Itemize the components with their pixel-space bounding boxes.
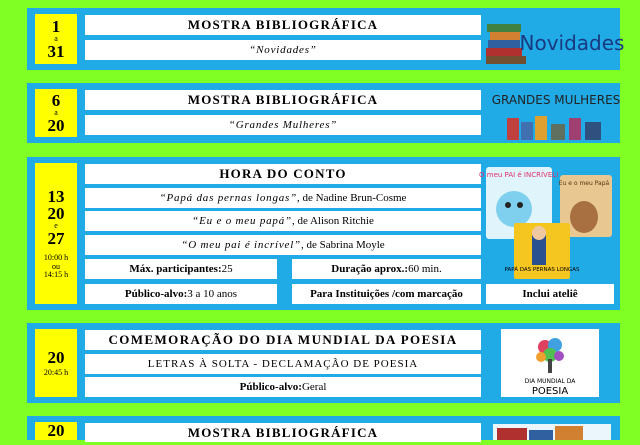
- date-end: 31: [47, 42, 65, 61]
- time-or: ou: [52, 262, 60, 271]
- event-title: HORA DO CONTO: [85, 164, 481, 184]
- books-icon: [493, 420, 611, 440]
- date-day-2: 20: [47, 204, 65, 223]
- event-card-hora-do-conto: [27, 157, 620, 310]
- date-day: 20: [47, 421, 65, 440]
- date-separator: a: [54, 34, 58, 43]
- story-line-2: [85, 211, 481, 231]
- event-card-mostra-bibliografica: [27, 416, 620, 440]
- max-label: Máx. participantes:: [129, 263, 222, 275]
- event-card-dia-mundial-poesia: [27, 323, 620, 403]
- institutions-note: [292, 284, 481, 304]
- audience: [85, 377, 481, 397]
- story-author: , de Nadine Brun-Cosme: [297, 192, 407, 204]
- books-novidades-icon: [484, 14, 625, 66]
- book-covers-icon: [479, 163, 616, 281]
- event-subtitle: “Grandes Mulheres”: [85, 115, 481, 135]
- date-box: [35, 14, 77, 64]
- event-card-novidades: [27, 8, 625, 70]
- cover-2-title: Eu e o meu Papá: [558, 180, 610, 187]
- max-participants: [85, 259, 277, 279]
- date-box: [35, 163, 77, 304]
- event-title: COMEMORAÇÃO DO DIA MUNDIAL DA POESIA: [85, 330, 481, 350]
- event-subtitle: LETRAS À SOLTA - DECLAMAÇÃO DE POESIA: [85, 354, 481, 374]
- date-box: [35, 422, 77, 440]
- workshop-note: [486, 284, 614, 304]
- story-line-3: [85, 235, 481, 255]
- story-book: “O meu pai é incrível”: [181, 239, 301, 251]
- date-day-3: 27: [47, 229, 65, 248]
- audience-value: 3 a 10 anos: [187, 288, 238, 300]
- story-line-1: [85, 188, 481, 208]
- date-box: [35, 329, 77, 397]
- duration-value: 60 min.: [408, 263, 442, 275]
- audience: [85, 284, 277, 304]
- books-grandes-mulheres-icon: [491, 86, 621, 142]
- event-time: 20:45 h: [43, 368, 69, 377]
- poetry-tree-icon: [501, 329, 599, 397]
- date-separator: a: [54, 108, 58, 117]
- date-end: 20: [47, 116, 65, 135]
- date-day-1: 13: [47, 187, 65, 206]
- illustration-line-1: DIA MUNDIAL DA: [524, 378, 576, 385]
- audience-value: Geral: [301, 381, 327, 393]
- illustration-line-2: POESIA: [531, 386, 569, 397]
- event-subtitle: “Novidades”: [85, 40, 481, 60]
- illustration-text: GRANDES MULHERES: [491, 93, 621, 107]
- date-start: 6: [51, 91, 61, 110]
- audience-label: Público-alvo:: [239, 381, 302, 393]
- workshop-text: Inclui ateliê: [522, 288, 578, 300]
- story-book: “Eu e o meu papá”: [192, 215, 292, 227]
- cover-3-title: PAPÁ DAS PERNAS LONGAS: [504, 267, 580, 273]
- time-2: 14:15 h: [43, 270, 69, 279]
- date-start: 1: [51, 17, 61, 36]
- story-author: , de Alison Ritchie: [291, 215, 374, 227]
- event-title: MOSTRA BIBLIOGRÁFICA: [85, 423, 481, 442]
- institutions-text: Para Instituições /com marcação: [310, 288, 463, 300]
- date-separator: e: [54, 221, 58, 230]
- story-author: , de Sabrina Moyle: [300, 239, 385, 251]
- event-title: MOSTRA BIBLIOGRÁFICA: [85, 15, 481, 35]
- date-box: [35, 89, 77, 137]
- event-title: MOSTRA BIBLIOGRÁFICA: [85, 90, 481, 110]
- event-card-grandes-mulheres: [27, 83, 620, 143]
- audience-label: Público-alvo:: [124, 288, 188, 300]
- duration-label: Duração aprox.:: [331, 263, 409, 275]
- story-book: “Papá das pernas longas”: [159, 192, 298, 204]
- illustration-text: Novidades: [519, 31, 625, 55]
- date-day: 20: [47, 348, 65, 367]
- time-1: 10:00 h: [43, 253, 69, 262]
- max-value: 25: [221, 263, 233, 275]
- duration: [292, 259, 481, 279]
- cover-1-title: O meu PAI é INCRÍVEL!: [479, 171, 559, 179]
